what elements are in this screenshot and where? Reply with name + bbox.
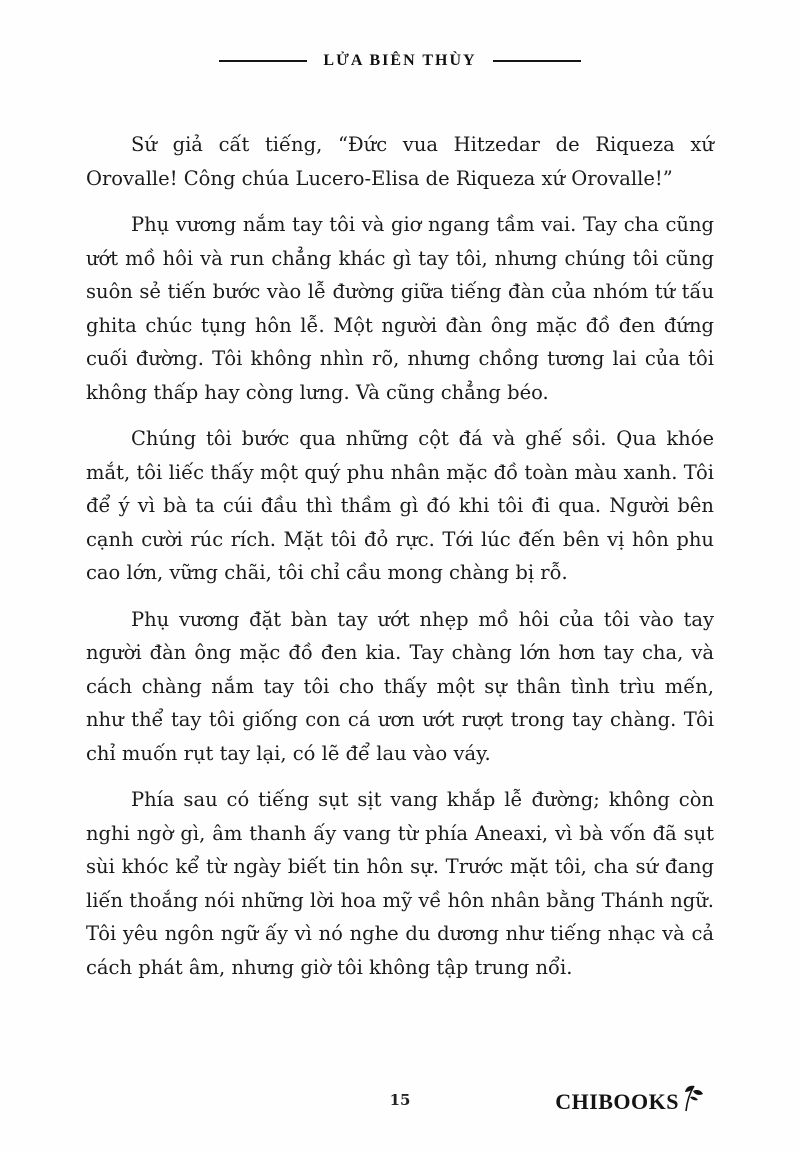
page-number: 15 [389,1091,411,1109]
paragraph-hand-in-hand: Phụ vương đặt bàn tay ướt nhẹp mồ hôi của tôi vào tay người đàn ông mặc đồ đen kia. Tay chàng lớn hơn tay cha, và cách chàng nắm tay tôi cho thấy một sự thân tình trìu mến, như thể tay tôi giống con cá ươn ướt rượt trong tay chàng. Tôi chỉ muốn rụt tay lại, có lẽ để lau vào váy. [86,607,714,765]
header-rule-left [219,60,307,62]
publisher-name: CHIBOOKS [555,1089,679,1114]
paragraph-sobbing-ceremony: Phía sau có tiếng sụt sịt vang khắp lễ đường; không còn nghi ngờ gì, âm thanh ấy vang từ phía Aneaxi, vì bà vốn đã sụt sùi khóc kể từ ngày biết tin hôn sự. Trước mặt tôi, cha sứ đang liến thoắng nói những lời hoa mỹ về hôn nhân bằng Thánh ngữ. Tôi yêu ngôn ngữ ấy vì nó nghe du dương như tiếng nhạc và cả cách phát âm, nhưng giờ tôi không tập trung nổi. [86,788,714,979]
paragraph-herald-announcement: Sứ giả cất tiếng, “Đức vua Hitzedar de Riqueza xứ Orovalle! Công chúa Lucero-Elisa de Riqueza xứ Orovalle!” [86,133,714,190]
book-title: LỬA BIÊN THÙY [323,52,477,69]
leaf-icon [680,1082,704,1112]
running-header [0,52,800,70]
header-rule-right [493,60,581,62]
page-text-block [86,128,714,997]
publisher-logo [555,1089,704,1115]
paragraph-walk-down-aisle: Phụ vương nắm tay tôi và giơ ngang tầm vai. Tay cha cũng ướt mồ hôi và run chẳng khác gì tay tôi, nhưng chúng tôi cũng suôn sẻ tiến bước vào lễ đường giữa tiếng đàn của nhóm tứ tấu ghita chúc tụng hôn lễ. Một người đàn ông mặc đồ đen đứng cuối đường. Tôi không nhìn rõ, nhưng chồng tương lai của tôi không thấp hay còng lưng. Và cũng chẳng béo. [86,213,714,404]
paragraph-whispering-lady: Chúng tôi bước qua những cột đá và ghế sồi. Qua khóe mắt, tôi liếc thấy một quý phu nhân mặc đồ toàn màu xanh. Tôi để ý vì bà ta cúi đầu thì thầm gì đó khi tôi đi qua. Người bên cạnh cười rúc rích. Mặt tôi đỏ rực. Tới lúc đến bên vị hôn phu cao lớn, vững chãi, tôi chỉ cầu mong chàng bị rỗ. [86,427,714,584]
